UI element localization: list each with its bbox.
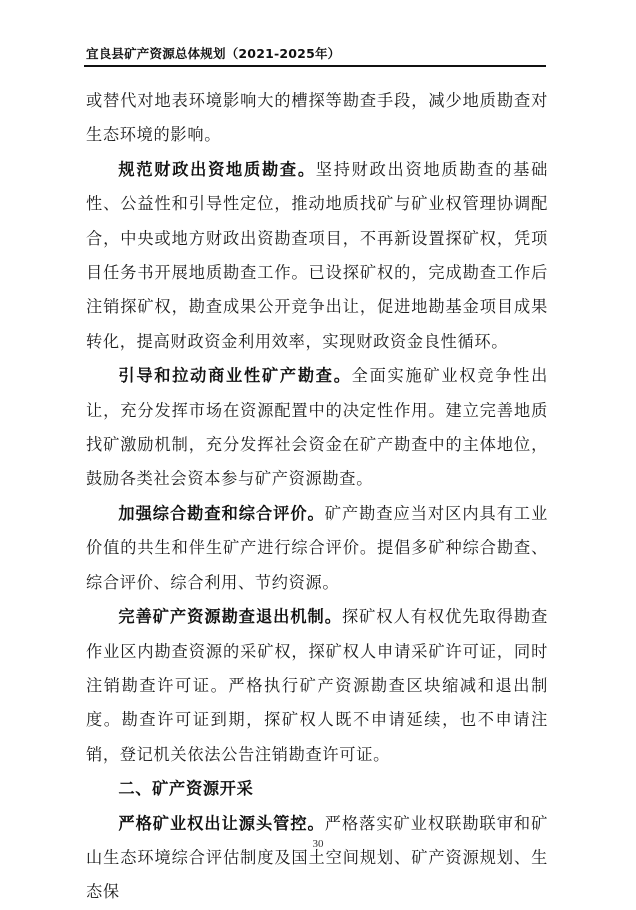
document-body	[86, 84, 548, 910]
paragraph-lead: 严格矿业权出让源头管控。	[118, 813, 325, 833]
running-header: 宜良县矿产资源总体规划（2021-2025年）	[86, 46, 341, 61]
paragraph-text: 坚持财政出资地质勘查的基础性、公益性和引导性定位，推动地质找矿与矿业权管理协调配合，中央或地方财政出资勘查项目，不再新设置探矿权，凭项目任务书开展地质勘查工作。已设探矿权的，完成勘查工作后注销探矿权，勘查成果公开竞争出让，促进地勘基金项目成果转化，提高财政资金利用效率，实现财政资金良性循环。	[86, 159, 548, 351]
paragraph-lead: 完善矿产资源勘查退出机制。	[118, 607, 342, 627]
paragraph-commercial-exploration	[86, 359, 548, 497]
section-heading: 二、矿产资源开采	[118, 779, 254, 799]
paragraph-comprehensive-evaluation	[86, 497, 548, 600]
paragraph-lead: 引导和拉动商业性矿产勘查。	[118, 366, 352, 386]
paragraph-source-control	[86, 807, 548, 910]
paragraph-lead: 规范财政出资地质勘查。	[118, 159, 316, 179]
paragraph-text: 全面实施矿业权竞争性出让，充分发挥市场在资源配置中的决定性作用。建立完善地质找矿激励机制，充分发挥社会资金在矿产勘查中的主体地位，鼓励各类社会资本参与矿产资源勘查。	[86, 366, 548, 489]
header-divider	[84, 65, 546, 67]
paragraph-text: 严格落实矿业权联勘联审和矿山生态环境综合评估制度及国土空间规划、矿产资源规划、生态保	[86, 813, 548, 902]
paragraph-text: 矿产勘查应当对区内具有工业价值的共生和伴生矿产进行综合评价。提倡多矿种综合勘查、综合评价、综合利用、节约资源。	[86, 503, 548, 592]
paragraph-lead: 加强综合勘查和综合评价。	[118, 503, 325, 523]
paragraph-text: 探矿权人有权优先取得勘查作业区内勘查资源的采矿权，探矿权人申请采矿许可证，同时注销勘查许可证。严格执行矿产资源勘查区块缩减和退出制度。勘查许可证到期，探矿权人既不申请延续，也不申请注销，登记机关依法公告注销勘查许可证。	[86, 607, 548, 764]
paragraph-exit-mechanism	[86, 600, 548, 772]
paragraph-text: 或替代对地表环境影响大的槽探等勘查手段，减少地质勘查对生态环境的影响。	[86, 91, 548, 145]
paragraph-continued	[86, 84, 548, 153]
page-number: 30	[312, 838, 324, 850]
paragraph-fiscal-exploration	[86, 153, 548, 359]
